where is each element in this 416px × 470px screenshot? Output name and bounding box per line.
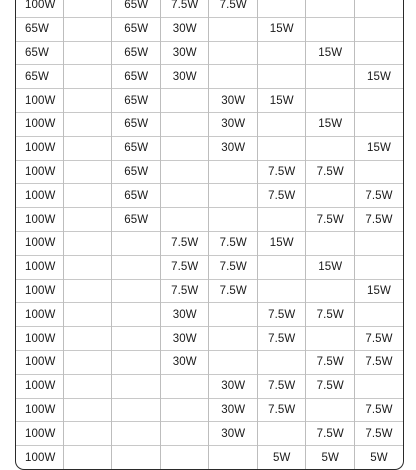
table-cell: 65W — [112, 184, 161, 208]
table-cell — [209, 303, 258, 327]
table-cell — [112, 303, 161, 327]
table-cell — [306, 279, 355, 303]
table-cell: 30W — [209, 89, 258, 113]
table-cell — [354, 41, 403, 65]
table-cell — [354, 0, 403, 17]
table-cell: 7.5W — [306, 160, 355, 184]
table-cell: 15W — [306, 255, 355, 279]
table-row — [16, 303, 403, 327]
table-cell — [257, 41, 306, 65]
table-cell: 7.5W — [354, 398, 403, 422]
table-cell — [354, 89, 403, 113]
table-cell — [209, 327, 258, 351]
table-cell: 100W — [16, 422, 63, 446]
table-cell — [354, 17, 403, 41]
table-cell: 15W — [354, 279, 403, 303]
table-cell — [257, 0, 306, 17]
table-cell: 100W — [16, 0, 63, 17]
table-cell: 7.5W — [306, 374, 355, 398]
table-cell — [354, 231, 403, 255]
table-cell: 100W — [16, 112, 63, 136]
table-cell: 30W — [209, 112, 258, 136]
table-cell — [63, 184, 112, 208]
table-cell: 30W — [160, 17, 209, 41]
table-cell — [306, 65, 355, 89]
table-cell: 7.5W — [354, 327, 403, 351]
table-cell: 7.5W — [209, 0, 258, 17]
table-cell: 100W — [16, 374, 63, 398]
table-cell: 65W — [112, 17, 161, 41]
table-row — [16, 160, 403, 184]
table-cell — [63, 303, 112, 327]
table-cell — [112, 374, 161, 398]
table-cell — [209, 208, 258, 232]
table-row — [16, 374, 403, 398]
table-cell — [354, 303, 403, 327]
table-cell — [354, 112, 403, 136]
table-cell: 65W — [112, 41, 161, 65]
table-cell — [63, 398, 112, 422]
table-cell: 100W — [16, 231, 63, 255]
table-cell: 7.5W — [354, 350, 403, 374]
table-row — [16, 255, 403, 279]
table-cell: 7.5W — [209, 231, 258, 255]
table-cell: 100W — [16, 136, 63, 160]
table-cell — [63, 65, 112, 89]
table-cell — [63, 0, 112, 17]
table-cell: 65W — [16, 65, 63, 89]
table-cell: 30W — [209, 136, 258, 160]
table-cell: 7.5W — [160, 0, 209, 17]
table-cell: 7.5W — [354, 208, 403, 232]
table-cell — [63, 112, 112, 136]
table-cell: 30W — [160, 350, 209, 374]
table-cell — [160, 374, 209, 398]
table-cell: 7.5W — [160, 279, 209, 303]
table-cell — [209, 65, 258, 89]
table-cell: 100W — [16, 279, 63, 303]
table-cell: 100W — [16, 327, 63, 351]
table-cell: 65W — [16, 17, 63, 41]
table-cell — [63, 136, 112, 160]
table-cell — [160, 422, 209, 446]
table-cell — [63, 17, 112, 41]
table-cell: 100W — [16, 255, 63, 279]
table-cell: 5W — [354, 446, 403, 469]
table-cell — [209, 160, 258, 184]
table-row — [16, 350, 403, 374]
table-cell — [257, 279, 306, 303]
table-cell: 15W — [257, 231, 306, 255]
table-cell — [257, 255, 306, 279]
table-cell: 7.5W — [354, 184, 403, 208]
table-cell — [160, 136, 209, 160]
table-cell: 5W — [306, 446, 355, 469]
table-cell: 7.5W — [209, 255, 258, 279]
table-cell: 65W — [16, 41, 63, 65]
table-cell: 15W — [257, 89, 306, 113]
table-body — [16, 0, 403, 469]
table-row — [16, 446, 403, 469]
table-cell — [63, 231, 112, 255]
table-cell — [160, 112, 209, 136]
table-cell — [306, 89, 355, 113]
table-cell — [257, 112, 306, 136]
table-row — [16, 89, 403, 113]
table-cell — [63, 350, 112, 374]
table-cell: 7.5W — [306, 208, 355, 232]
table-cell — [354, 255, 403, 279]
table-cell: 65W — [112, 208, 161, 232]
table-cell: 65W — [112, 136, 161, 160]
table-cell — [306, 398, 355, 422]
table-cell: 100W — [16, 350, 63, 374]
table-cell: 15W — [354, 65, 403, 89]
table-row — [16, 0, 403, 17]
table-cell — [112, 279, 161, 303]
table-cell — [112, 255, 161, 279]
table-cell: 7.5W — [306, 303, 355, 327]
table-cell — [112, 231, 161, 255]
table-cell — [306, 327, 355, 351]
table-cell: 65W — [112, 0, 161, 17]
table-cell: 7.5W — [257, 327, 306, 351]
table-row — [16, 136, 403, 160]
table-cell: 65W — [112, 89, 161, 113]
table-cell — [112, 398, 161, 422]
table-cell: 30W — [160, 327, 209, 351]
table-cell — [209, 17, 258, 41]
table-cell: 7.5W — [257, 374, 306, 398]
table-cell — [306, 0, 355, 17]
table-cell — [63, 208, 112, 232]
table-cell — [209, 350, 258, 374]
table-cell: 7.5W — [257, 303, 306, 327]
table-cell — [209, 184, 258, 208]
table-cell: 5W — [257, 446, 306, 469]
table-cell: 30W — [209, 398, 258, 422]
table-cell: 7.5W — [160, 255, 209, 279]
table-cell — [306, 17, 355, 41]
table-cell — [160, 89, 209, 113]
table-cell: 30W — [209, 422, 258, 446]
table-cell — [160, 398, 209, 422]
table-cell: 100W — [16, 303, 63, 327]
table-cell: 65W — [112, 65, 161, 89]
table-cell: 100W — [16, 184, 63, 208]
table-row — [16, 398, 403, 422]
table-cell — [160, 208, 209, 232]
table-cell: 30W — [209, 374, 258, 398]
table-cell — [160, 446, 209, 469]
table-cell — [112, 422, 161, 446]
table-row — [16, 17, 403, 41]
table-cell — [112, 350, 161, 374]
table-cell: 15W — [354, 136, 403, 160]
table-row — [16, 65, 403, 89]
table-cell — [63, 279, 112, 303]
power-distribution-table — [15, 0, 404, 470]
table-row — [16, 327, 403, 351]
table-cell — [257, 65, 306, 89]
table-cell: 30W — [160, 303, 209, 327]
table-cell — [257, 350, 306, 374]
power-table-grid — [16, 0, 403, 469]
table-cell: 7.5W — [354, 422, 403, 446]
table-cell: 7.5W — [257, 184, 306, 208]
table-cell — [63, 255, 112, 279]
table-cell: 30W — [160, 65, 209, 89]
table-row — [16, 279, 403, 303]
table-cell: 100W — [16, 446, 63, 469]
table-cell — [257, 422, 306, 446]
table-cell — [306, 231, 355, 255]
table-cell — [257, 136, 306, 160]
table-cell — [63, 374, 112, 398]
table-cell — [354, 160, 403, 184]
table-cell — [160, 184, 209, 208]
table-cell — [112, 327, 161, 351]
table-cell: 7.5W — [257, 160, 306, 184]
table-cell — [63, 422, 112, 446]
table-cell — [63, 89, 112, 113]
table-row — [16, 184, 403, 208]
table-cell: 7.5W — [209, 279, 258, 303]
table-cell: 7.5W — [306, 350, 355, 374]
table-cell — [306, 184, 355, 208]
table-cell: 15W — [257, 17, 306, 41]
table-cell — [63, 41, 112, 65]
table-cell: 7.5W — [257, 398, 306, 422]
table-row — [16, 112, 403, 136]
table-cell: 100W — [16, 89, 63, 113]
table-cell: 65W — [112, 112, 161, 136]
table-cell — [63, 160, 112, 184]
table-cell: 7.5W — [160, 231, 209, 255]
table-cell: 15W — [306, 112, 355, 136]
table-cell: 7.5W — [306, 422, 355, 446]
table-cell: 30W — [160, 41, 209, 65]
table-cell — [63, 327, 112, 351]
table-row — [16, 422, 403, 446]
table-cell: 100W — [16, 160, 63, 184]
table-cell — [63, 446, 112, 469]
table-cell — [160, 160, 209, 184]
table-cell — [209, 41, 258, 65]
table-cell — [209, 446, 258, 469]
table-cell — [306, 136, 355, 160]
table-cell: 15W — [306, 41, 355, 65]
table-cell — [354, 374, 403, 398]
table-row — [16, 231, 403, 255]
table-cell: 65W — [112, 160, 161, 184]
table-row — [16, 41, 403, 65]
table-cell: 100W — [16, 208, 63, 232]
table-cell: 100W — [16, 398, 63, 422]
table-row — [16, 208, 403, 232]
table-cell — [257, 208, 306, 232]
table-cell — [112, 446, 161, 469]
